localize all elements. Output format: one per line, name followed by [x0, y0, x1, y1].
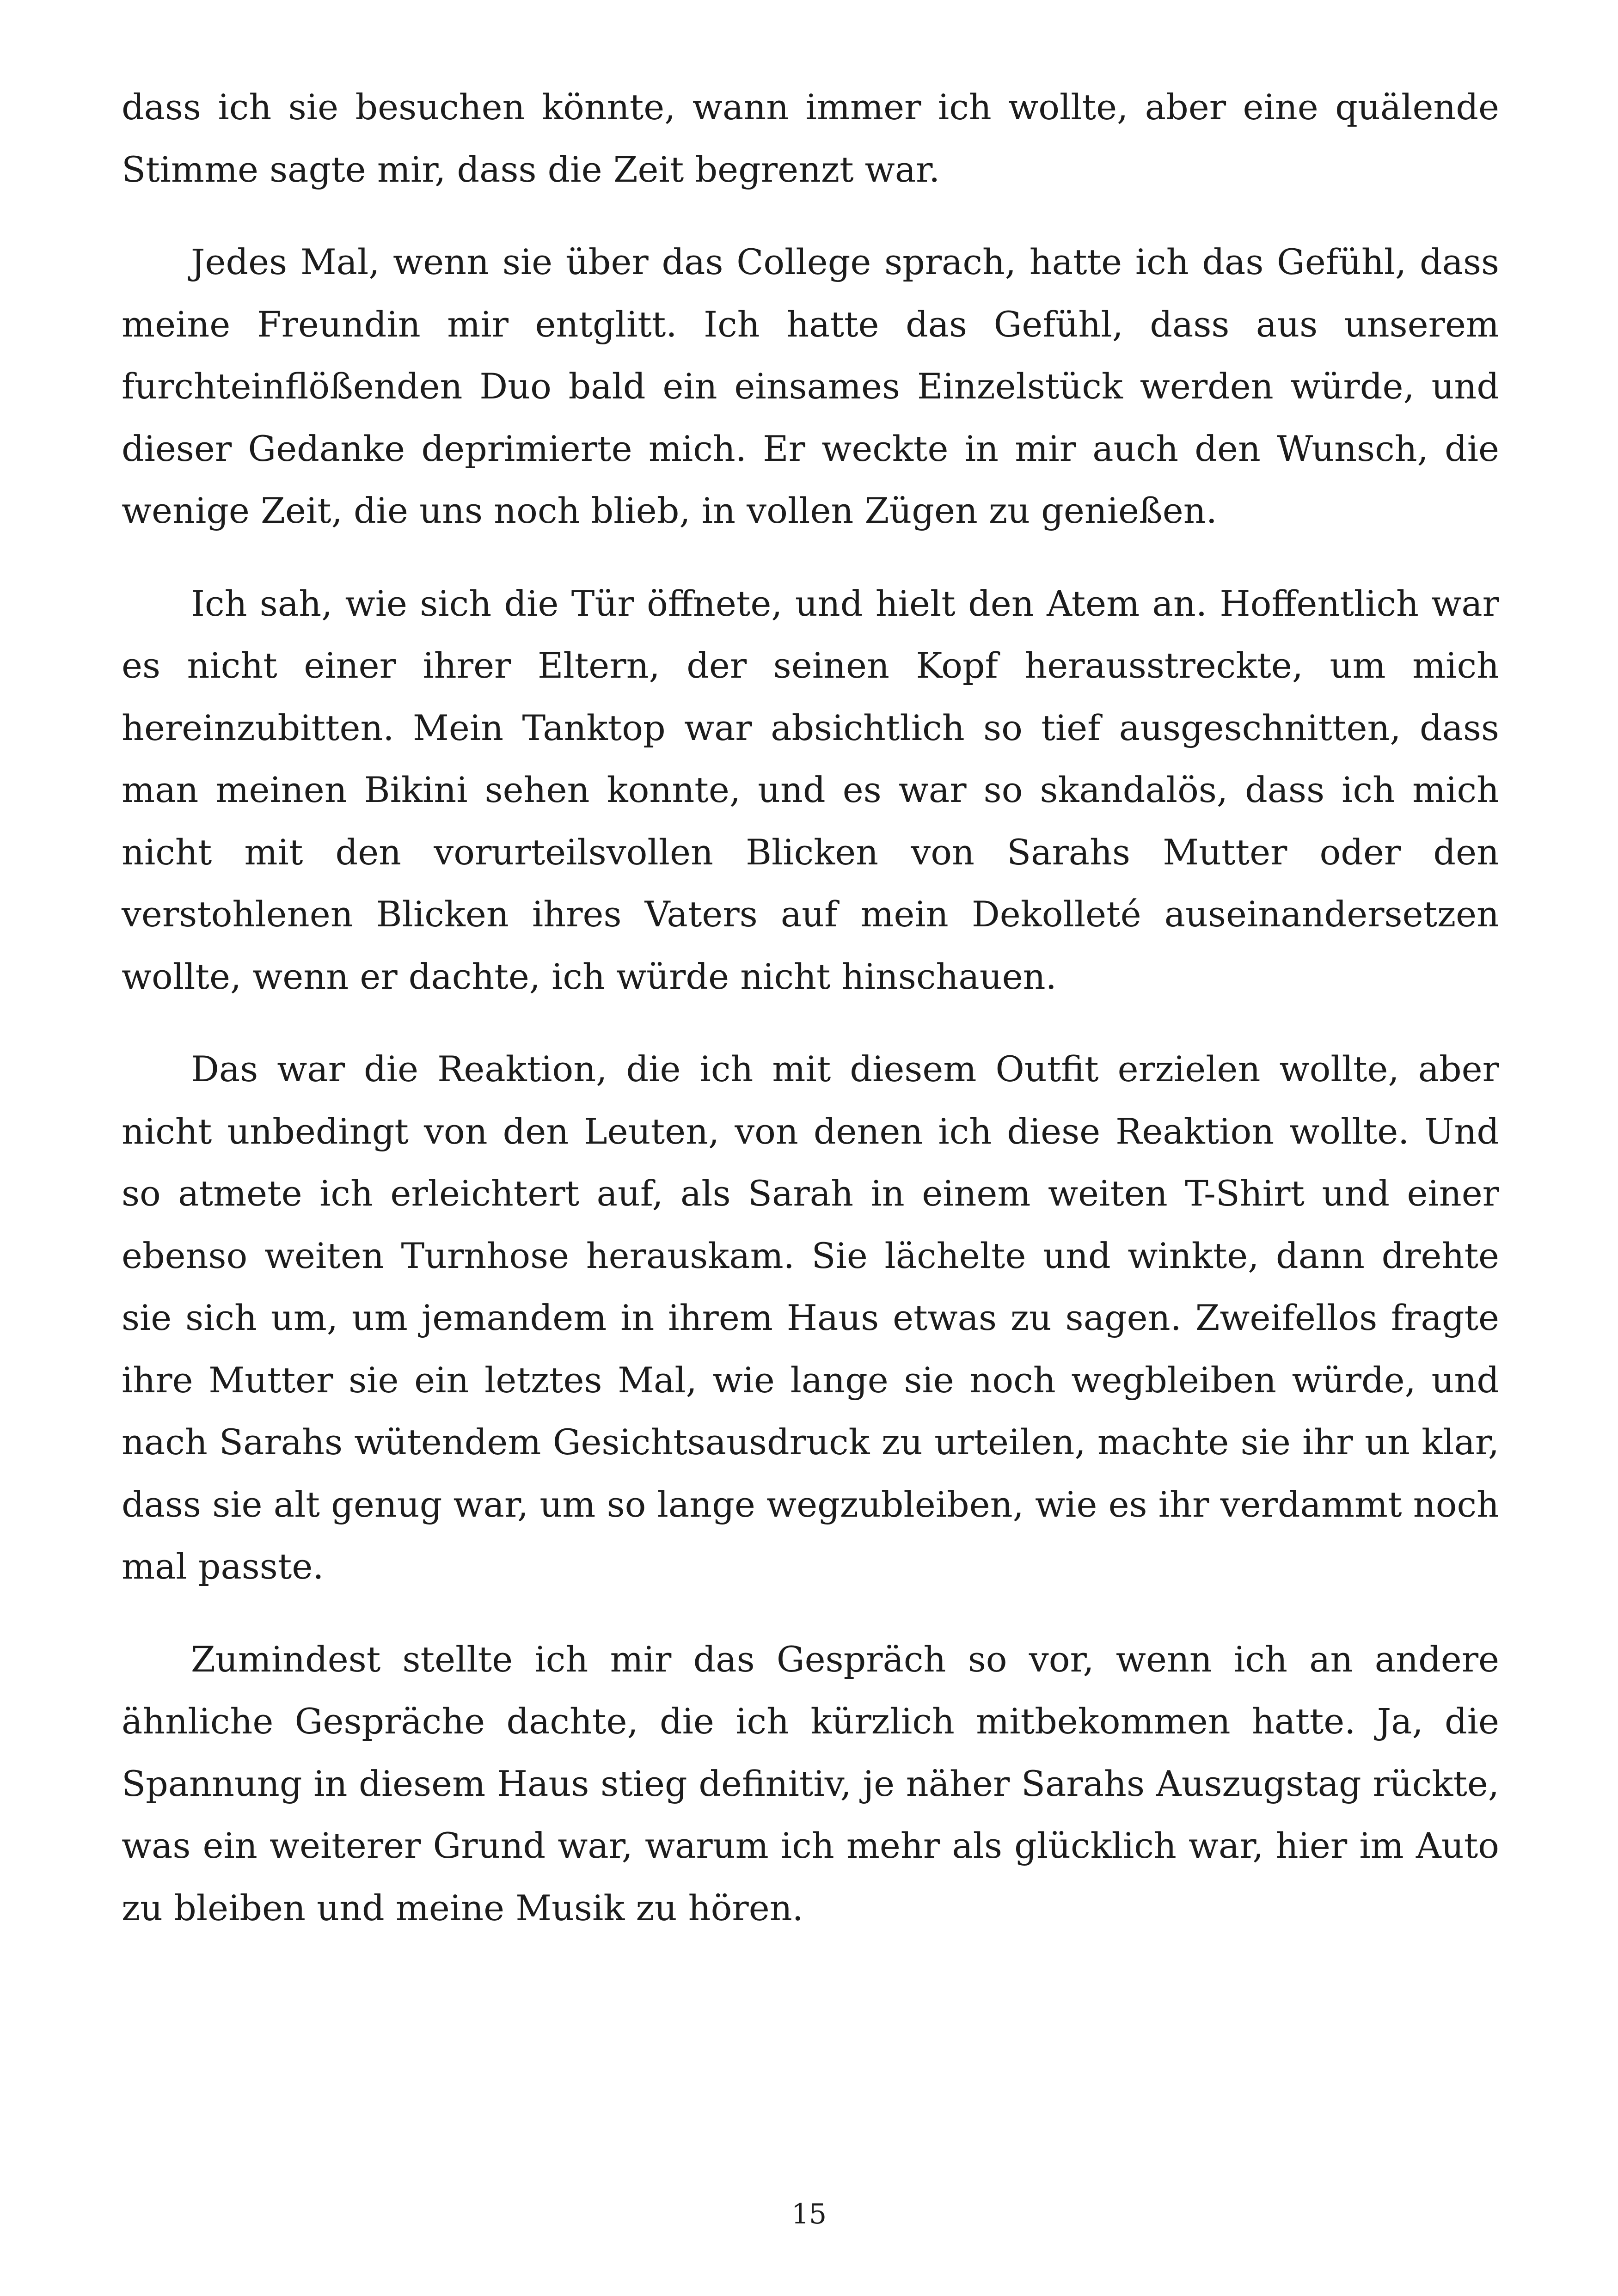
paragraph-continued: dass ich sie besuchen könnte, wann immer ich wollte, aber eine quälende Stimme sagte mir, dass die Zeit begrenzt war. — [122, 86, 1499, 190]
paragraph: Das war die Reaktion, die ich mit diesem Outfit erzielen wollte, aber nicht unbedingt von den Leuten, von denen ich diese Reaktion wollte. Und so atmete ich erleichtert auf, als Sarah in einem weiten T-Shirt und einer ebenso weiten Turnhose herauskam. Sie lächelte und winkte, dann drehte sie sich um, um jemandem in ihrem Haus etwas zu sagen. Zweifellos fragte ihre Mutter sie ein letztes Mal, wie lange sie noch wegbleiben würde, und nach Sarahs wütendem Gesichtsausdruck zu urteilen, machte sie ihr un klar, dass sie alt genug war, um so lange wegzubleiben, wie es ihr verdammt noch mal passte. — [122, 1048, 1499, 1587]
paragraph: Zumindest stellte ich mir das Gespräch so vor, wenn ich an andere ähnliche Gespräche dachte, die ich kürzlich mitbekommen hatte. Ja, die Spannung in diesem Haus stieg definitiv, je näher Sarahs Auszugstag rückte, was ein weiterer Grund war, warum ich mehr als glücklich war, hier im Auto zu bleiben und meine Musik zu hören. — [122, 1638, 1499, 1929]
page-number: 15 — [791, 2198, 827, 2230]
paragraph: Ich sah, wie sich die Tür öffnete, und hielt den Atem an. Hoffentlich war es nicht einer ihrer Eltern, der seinen Kopf herausstreckte, um mich hereinzubitten. Mein Tanktop war absichtlich so tief ausgeschnitten, dass man meinen Bikini sehen konnte, und es war so skandalös, dass ich mich nicht mit den vorurteilsvollen Blicken von Sarahs Mutter oder den verstohlenen Blicken ihres Vaters auf mein Dekolleté auseinandersetzen wollte, wenn er dachte, ich würde nicht hinschauen. — [122, 582, 1499, 997]
page-body — [122, 76, 1499, 1939]
paragraph: Jedes Mal, wenn sie über das College sprach, hatte ich das Gefühl, dass meine Freundin mir entglitt. Ich hatte das Gefühl, dass aus unserem furchteinflößenden Duo bald ein einsames Einzelstück werden würde, und dieser Gedanke deprimierte mich. Er weckte in mir auch den Wunsch, die wenige Zeit, die uns noch blieb, in vollen Zügen zu genießen. — [122, 241, 1499, 531]
